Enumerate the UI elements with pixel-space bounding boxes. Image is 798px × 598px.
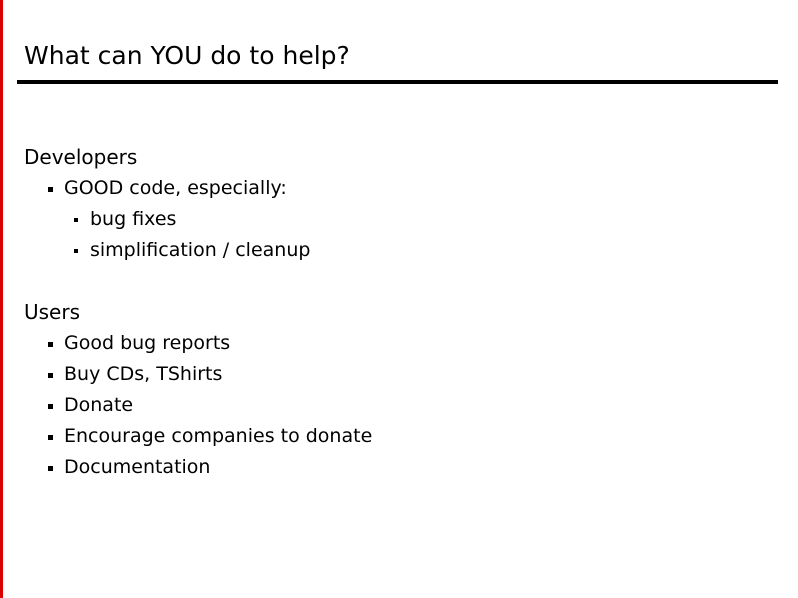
list-item (24, 235, 774, 266)
list-item-label: Documentation (64, 456, 211, 478)
square-bullet-icon (48, 373, 53, 378)
list-item (24, 173, 774, 204)
square-bullet-icon (48, 466, 53, 471)
list-item-label: bug fixes (90, 208, 177, 230)
list-item-label: GOOD code, especially: (64, 177, 287, 199)
list-item-label: Good bug reports (64, 332, 231, 354)
square-bullet-icon (48, 404, 53, 409)
content-group-users (24, 297, 774, 483)
group-heading: Developers (24, 145, 138, 169)
list-item (24, 328, 774, 359)
list-item (24, 421, 774, 452)
list-item (24, 359, 774, 390)
list-item (24, 204, 774, 235)
list-item-label: Buy CDs, TShirts (64, 363, 223, 385)
list-item-label: simplification / cleanup (90, 239, 311, 261)
group-heading: Users (24, 300, 81, 324)
list-item (24, 452, 774, 483)
list-item-label: Donate (64, 394, 134, 416)
square-bullet-icon (48, 435, 53, 440)
square-bullet-icon (48, 342, 53, 347)
square-bullet-icon (48, 187, 53, 192)
square-bullet-icon (74, 249, 78, 253)
page-title: What can YOU do to help? (24, 41, 350, 70)
list-item-label: Encourage companies to donate (64, 425, 373, 447)
square-bullet-icon (74, 218, 78, 222)
left-accent-bar (0, 0, 3, 598)
slide-content (24, 142, 774, 483)
title-divider (17, 80, 778, 84)
list-item (24, 390, 774, 421)
content-group-developers (24, 142, 774, 266)
